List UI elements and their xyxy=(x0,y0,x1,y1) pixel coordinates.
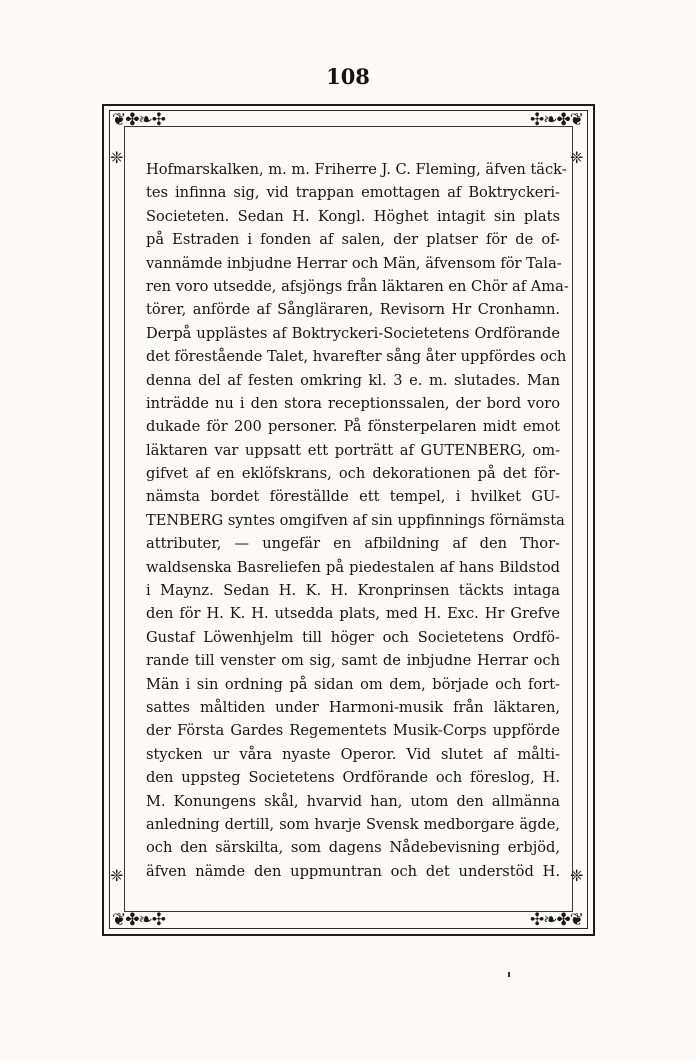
ornament-top-left-icon: ❦✤❧✣ xyxy=(112,110,165,130)
text-line: Derpå upplästes af Boktryckeri-Societetens Ordförande xyxy=(146,324,560,342)
text-line: på Estraden i fonden af salen, der platser för de of- xyxy=(146,231,560,249)
text-line: rande till venster om sig, samt de inbjudne Herrar och xyxy=(146,652,560,670)
text-line: tes infinna sig, vid trappan emottagen af Boktryckeri- xyxy=(146,184,560,202)
text-line: Gustaf Löwenhjelm till höger och Societetens Ordfö- xyxy=(146,628,560,646)
page-number: 108 xyxy=(326,64,370,89)
text-line: waldsenska Basreliefen på piedestalen af hans Bildstod xyxy=(146,558,560,576)
side-ornament-left-bottom-icon: ❈ xyxy=(110,866,124,885)
stray-ink-mark xyxy=(508,972,510,977)
text-line: det förestående Talet, hvarefter sång åter uppfördes och xyxy=(146,348,567,366)
text-line: gifvet af en eklöfskrans, och dekorationen på det för- xyxy=(146,465,560,483)
page-text-body xyxy=(146,158,569,883)
text-line: denna del af festen omkring kl. 3 e. m. slutades. Man xyxy=(146,371,560,389)
ornament-top-right-icon: ✣❧✤❦ xyxy=(530,110,583,130)
text-line: ren voro utsedde, afsjöngs från läktaren en Chör af Ama- xyxy=(146,277,569,295)
text-line: M. Konungens skål, hvarvid han, utom den allmänna xyxy=(146,792,560,810)
text-line: den uppsteg Societetens Ordförande och föreslog, H. xyxy=(146,769,560,787)
text-line: der Första Gardes Regementets Musik-Corps uppförde xyxy=(146,722,560,740)
side-ornament-right-bottom-icon: ❈ xyxy=(570,866,584,885)
text-line: Societeten. Sedan H. Kongl. Höghet intagit sin plats xyxy=(146,207,560,225)
text-line: törer, anförde af Sångläraren, Revisorn Hr Cronhamn. xyxy=(146,301,560,319)
text-line: TENBERG syntes omgifven af sin uppfinnings förnämsta xyxy=(146,511,565,529)
side-ornament-left-top-icon: ❈ xyxy=(110,148,124,167)
text-line: den för H. K. H. utsedda plats, med H. Exc. Hr Grefve xyxy=(146,605,560,623)
text-line: äfven nämde den uppmuntran och det understöd H. xyxy=(146,862,560,880)
text-line: Män i sin ordning på sidan om dem, började och fort- xyxy=(146,675,560,693)
ornament-bottom-left-icon: ❦✤❧✣ xyxy=(112,910,165,930)
text-line: nämsta bordet föreställde ett tempel, i hvilket GU- xyxy=(146,488,560,506)
text-line: och den särskilta, som dagens Nådebevisning erbjöd, xyxy=(146,839,560,857)
text-line: stycken ur våra nyaste Operor. Vid slutet af målti- xyxy=(146,745,560,763)
text-line: Hofmarskalken, m. m. Friherre J. C. Fleming, äfven täck- xyxy=(146,161,567,178)
side-ornament-right-top-icon: ❈ xyxy=(570,148,584,167)
text-line: vannämde inbjudne Herrar och Män, äfvensom för Tala- xyxy=(146,254,562,272)
ornament-bottom-right-icon: ✣❧✤❦ xyxy=(530,910,583,930)
text-line: sattes måltiden under Harmoni-musik från läktaren, xyxy=(146,698,560,716)
text-line: dukade för 200 personer. På fönsterpelaren midt emot xyxy=(146,418,560,436)
text-line: inträdde nu i den stora receptionssalen, der bord voro xyxy=(146,394,560,412)
text-line: läktaren var uppsatt ett porträtt af GUTENBERG, om- xyxy=(146,441,560,459)
text-line: i Maynz. Sedan H. K. H. Kronprinsen täckts intaga xyxy=(146,582,560,600)
text-line: anledning dertill, som hvarje Svensk medborgare ägde, xyxy=(146,815,560,833)
text-line: attributer, — ungefär en afbildning af den Thor- xyxy=(146,535,560,553)
